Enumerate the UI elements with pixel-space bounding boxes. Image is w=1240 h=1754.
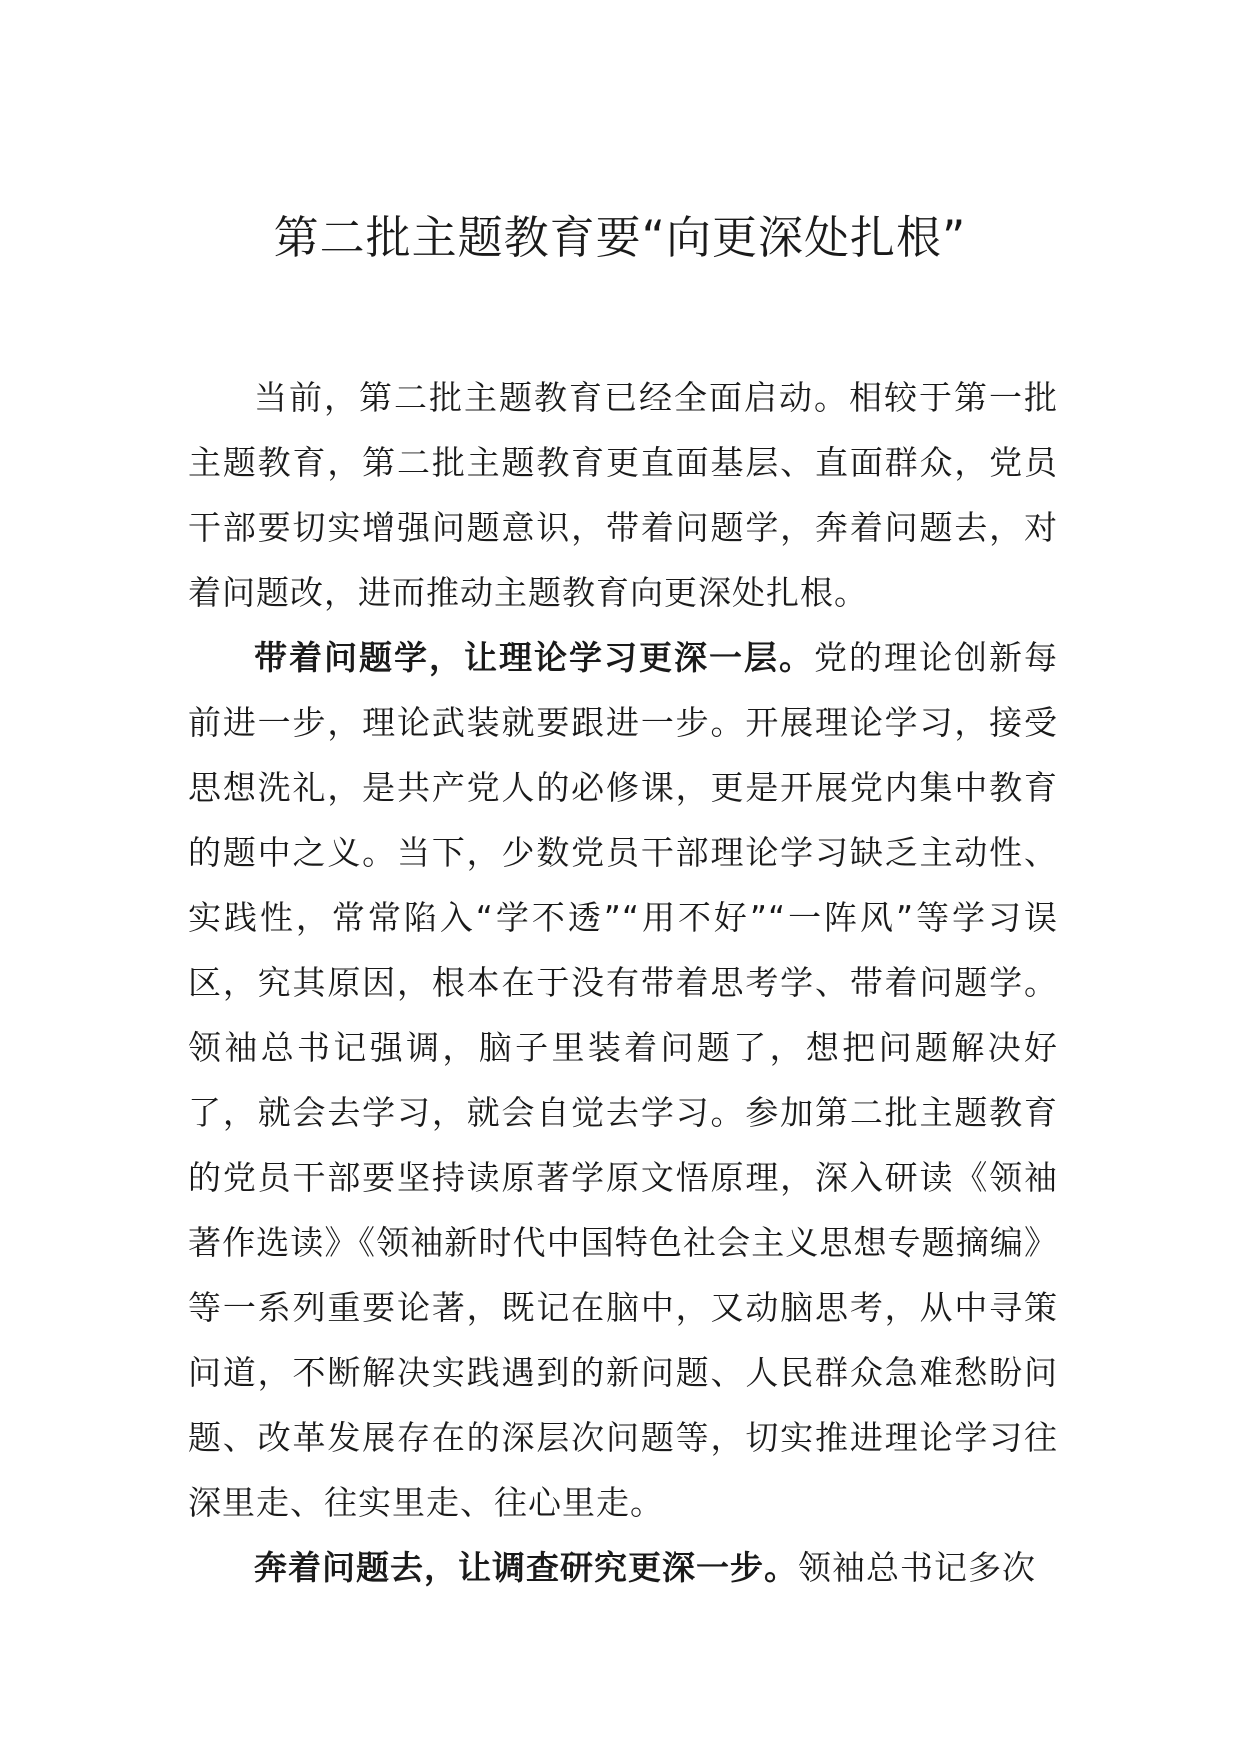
paragraph-3 — [188, 1535, 1058, 1600]
paragraph-2-lead: 带着问题学，让理论学习更深一层。 — [254, 638, 814, 677]
document-title: 第二批主题教育要“向更深处扎根” — [273, 211, 967, 264]
document-body — [188, 365, 1058, 1600]
paragraph-2-text: 党的理论创新每前进一步，理论武装就要跟进一步。开展理论学习，接受思想洗礼，是共产党人的必修课，更是开展党内集中教育的题中之义。当下，少数党员干部理论学习缺乏主动性、实践性，常常陷入“学不透”“用不好”“一阵风”等学习误区，究其原因，根本在于没有带着思考学、带着问题学。领袖总书记强调，脑子里装着问题了，想把问题解决好了，就会去学习，就会自觉去学习。参加第二批主题教育的党员干部要坚持读原著学原文悟原理，深入研读《领袖著作选读》《领袖新时代中国特色社会主义思想专题摘编》等一系列重要论著，既记在脑中，又动脑思考，从中寻策问道，不断解决实践遇到的新问题、人民群众急难愁盼问题、改革发展存在的深层次问题等，切实推进理论学习往深里走、往实里走、往心里走。 — [188, 638, 1058, 1522]
paragraph-3-text: 领袖总书记多次 — [798, 1548, 1036, 1587]
paragraph-3-lead: 奔着问题去，让调查研究更深一步。 — [254, 1548, 798, 1587]
paragraph-1 — [188, 365, 1058, 625]
paragraph-1-text: 当前，第二批主题教育已经全面启动。相较于第一批主题教育，第二批主题教育更直面基层、直面群众，党员干部要切实增强问题意识，带着问题学，奔着问题去，对着问题改，进而推动主题教育向更深处扎根。 — [188, 378, 1058, 612]
paragraph-2 — [188, 625, 1058, 1535]
